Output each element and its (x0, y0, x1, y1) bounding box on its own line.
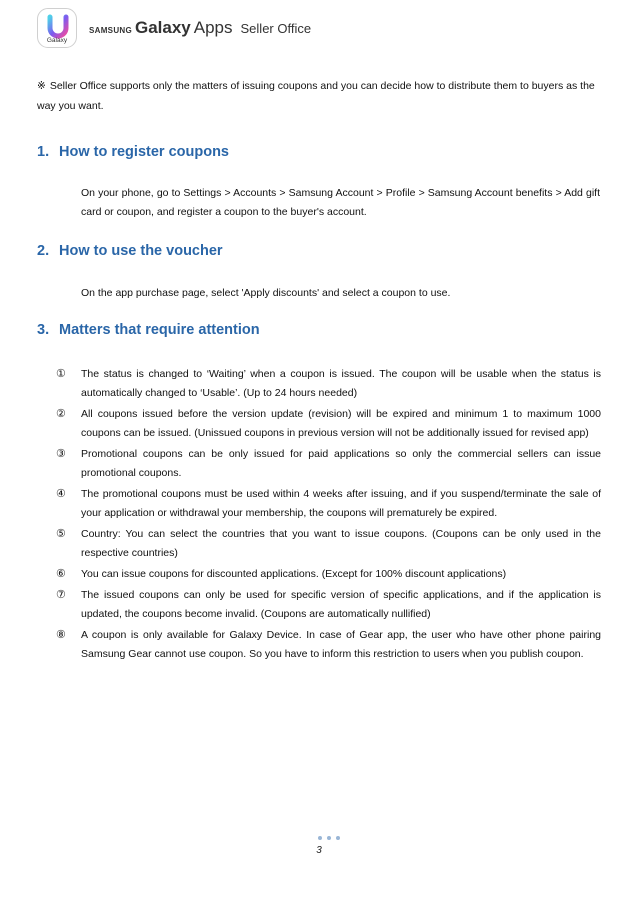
section-number: 1. (37, 144, 50, 160)
brand-samsung: SAMSUNG (89, 26, 132, 35)
dot (327, 836, 331, 840)
item-marker: ⑤ (56, 528, 66, 540)
logo-word: Galaxy (46, 37, 68, 44)
page-dots-decoration (318, 836, 340, 840)
item-text: The status is changed to ‘Waiting’ when a coupon is issued. The coupon will be usable when the status is automatically changed to ‘Usable’. (Up to 24 hours needed) (81, 368, 601, 399)
list-item (56, 626, 601, 664)
list-item (56, 485, 601, 523)
item-text: A coupon is only available for Galaxy Device. In case of Gear app, the user who have other phone pairing Samsung Gear cannot use coupon. So you have to inform this restriction to users when you publish coupon. (81, 629, 601, 660)
section-title-text: How to register coupons (59, 144, 229, 160)
item-text: Promotional coupons can be only issued for paid applications so only the commercial sellers can issue promotional coupons. (81, 448, 601, 479)
item-marker: ① (56, 368, 66, 380)
brand-seller-office: Seller Office (240, 21, 312, 36)
section-title-attention (37, 322, 260, 338)
notice-paragraph (37, 76, 600, 116)
list-item (56, 525, 601, 563)
section-title-text: Matters that require attention (59, 322, 260, 338)
list-item (56, 565, 601, 584)
section-body-register: On your phone, go to Settings > Accounts > Samsung Account > Profile > Samsung Account benefits > Add gift card or coupon, and register a coupon to the buyer's account. (81, 187, 600, 218)
item-text: You can issue coupons for discounted applications. (Except for 100% discount applications) (81, 568, 507, 580)
reference-mark: ※ (37, 80, 46, 92)
header (37, 8, 311, 48)
brand-apps: Apps (193, 18, 233, 37)
item-marker: ③ (56, 448, 66, 460)
section-number: 2. (37, 243, 50, 259)
brand-title (89, 18, 311, 38)
section-title-use-voucher (37, 243, 223, 259)
list-item (56, 365, 601, 403)
list-item (56, 445, 601, 483)
item-text: Country: You can select the countries that you want to issue coupons. (Coupons can be only used in the respective countries) (81, 528, 601, 559)
page-number: 3 (316, 845, 322, 856)
item-marker: ⑦ (56, 589, 66, 601)
section-body-use-voucher: On the app purchase page, select 'Apply discounts' and select a coupon to use. (81, 287, 451, 299)
list-item (56, 586, 601, 624)
dot (318, 836, 322, 840)
section-number: 3. (37, 322, 50, 338)
section-title-text: How to use the voucher (59, 243, 223, 259)
brand-galaxy: Galaxy (135, 18, 191, 37)
item-marker: ⑥ (56, 568, 66, 580)
dot (336, 836, 340, 840)
item-marker: ⑧ (56, 629, 66, 641)
galaxy-apps-logo (37, 8, 77, 48)
item-text: All coupons issued before the version update (revision) will be expired and minimum 1 to maximum 1000 coupons can be issued. (Unissued coupons in previous version will not be additionally issued for revised app) (81, 408, 601, 439)
item-marker: ② (56, 408, 66, 420)
item-marker: ④ (56, 488, 66, 500)
item-text: The promotional coupons must be used within 4 weeks after issuing, and if you suspend/terminate the sale of your application or withdrawal your membership, the coupons will prematurely be expired. (81, 488, 601, 519)
item-text: The issued coupons can only be used for specific version of specific applications, and if the application is updated, the coupons become invalid. (Coupons are automatically nullified) (81, 589, 601, 620)
list-item (56, 405, 601, 443)
section-title-register (37, 144, 229, 160)
attention-list (56, 365, 601, 666)
notice-text: Seller Office supports only the matters of issuing coupons and you can decide how to distribute them to buyers as the way you want. (37, 80, 595, 112)
